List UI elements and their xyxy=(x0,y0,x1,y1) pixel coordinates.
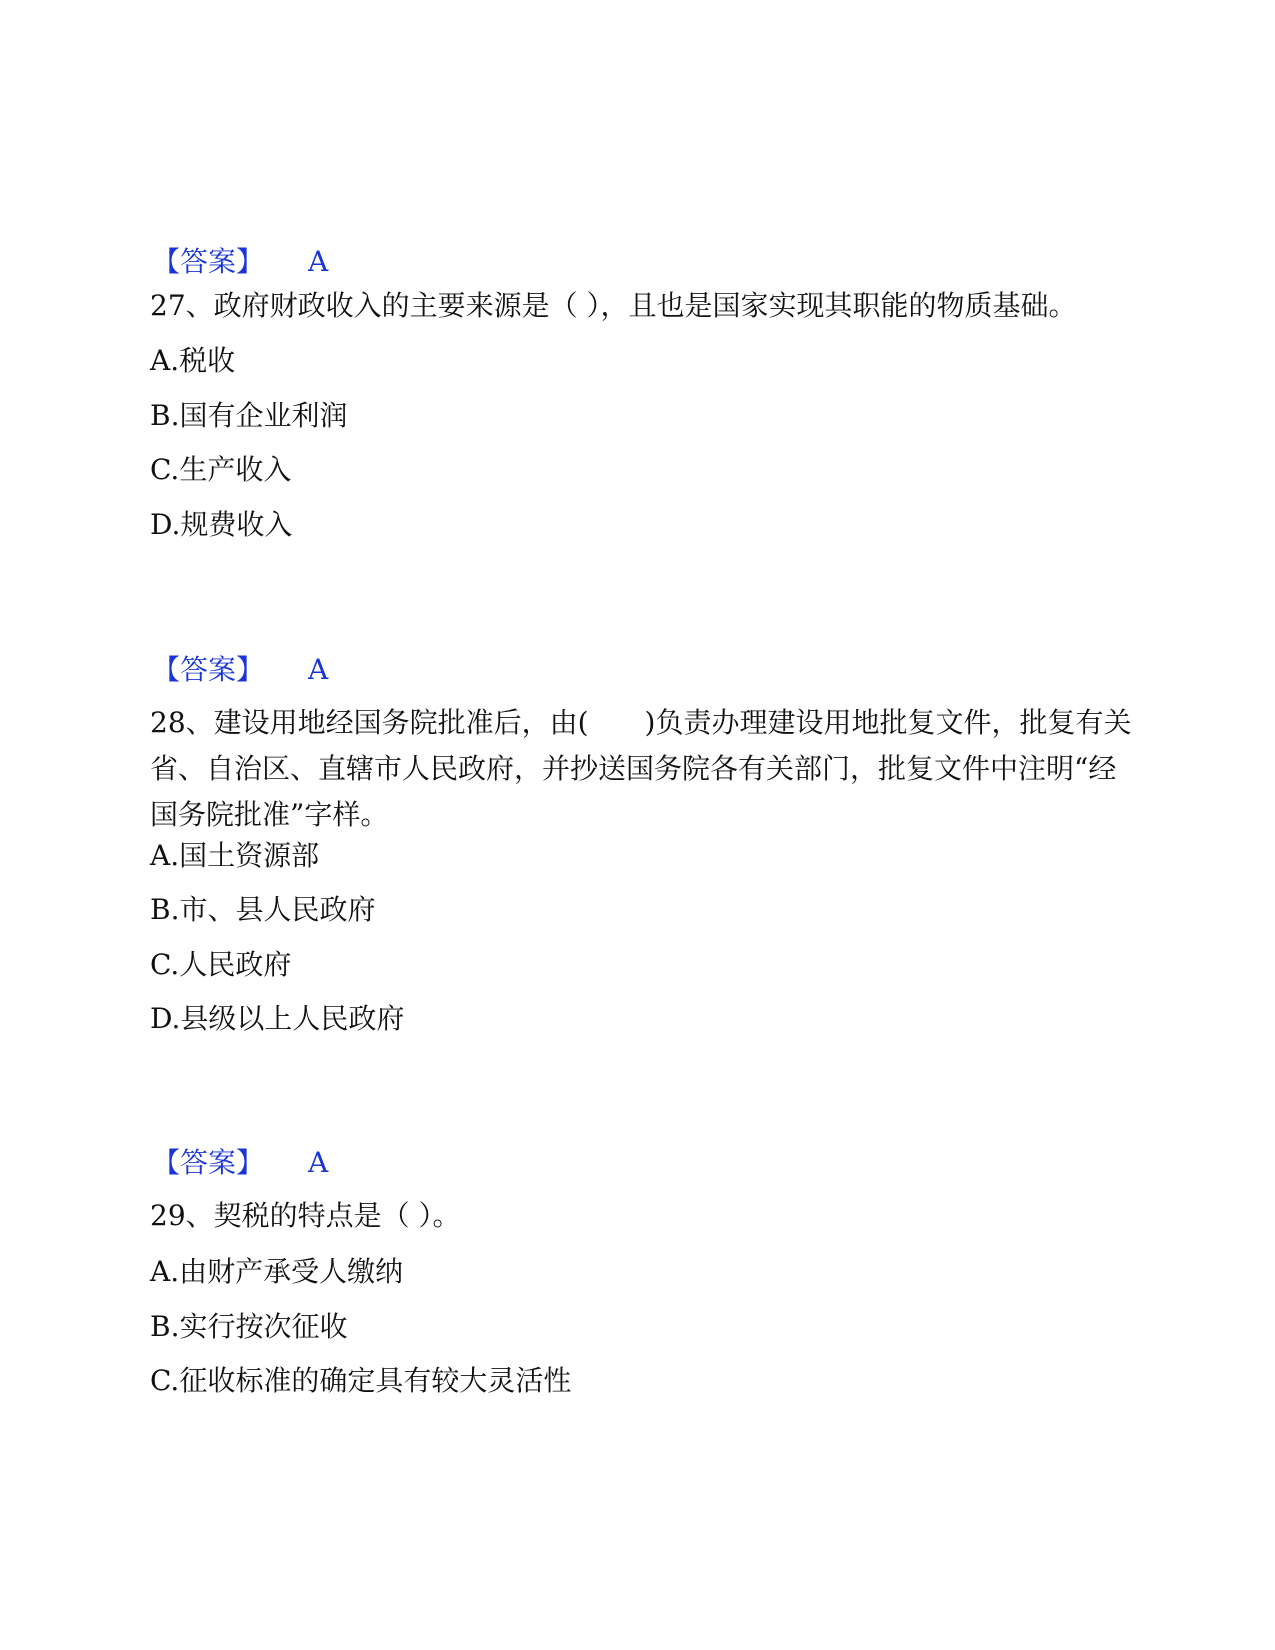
answer-label: 【答案】 xyxy=(152,245,265,278)
option-b: B.国有企业利润 xyxy=(150,399,348,432)
answer-label: 【答案】 xyxy=(152,653,265,686)
answer-value: A xyxy=(308,1146,329,1179)
option-c: C.人民政府 xyxy=(150,948,292,981)
question-text: 29、契税的特点是（ ）。 xyxy=(150,1199,461,1232)
option-b: B.市、县人民政府 xyxy=(150,893,376,926)
question-text: 27、政府财政收入的主要来源是（ ），且也是国家实现其职能的物质基础。 xyxy=(150,289,1077,322)
answer-label: 【答案】 xyxy=(152,1146,265,1179)
option-a: A.国土资源部 xyxy=(150,839,320,872)
option-c: C.征收标准的确定具有较大灵活性 xyxy=(150,1364,572,1397)
answer-line xyxy=(152,652,329,688)
option-c: C.生产收入 xyxy=(150,453,292,486)
answer-line xyxy=(152,244,329,280)
option-a: A.税收 xyxy=(150,344,236,377)
answer-value: A xyxy=(308,245,329,278)
answer-value: A xyxy=(308,653,329,686)
question-text: 28、建设用地经国务院批准后，由( )负责办理建设用地批复文件，批复有关省、自治区、直辖市人民政府，并抄送国务院各有关部门，批复文件中注明“经国务院批准”字样。 xyxy=(150,706,1132,831)
option-a: A.由财产承受人缴纳 xyxy=(150,1255,404,1288)
answer-line xyxy=(152,1145,329,1181)
option-d: D.县级以上人民政府 xyxy=(150,1002,405,1035)
option-d: D.规费收入 xyxy=(150,508,293,541)
option-b: B.实行按次征收 xyxy=(150,1310,348,1343)
